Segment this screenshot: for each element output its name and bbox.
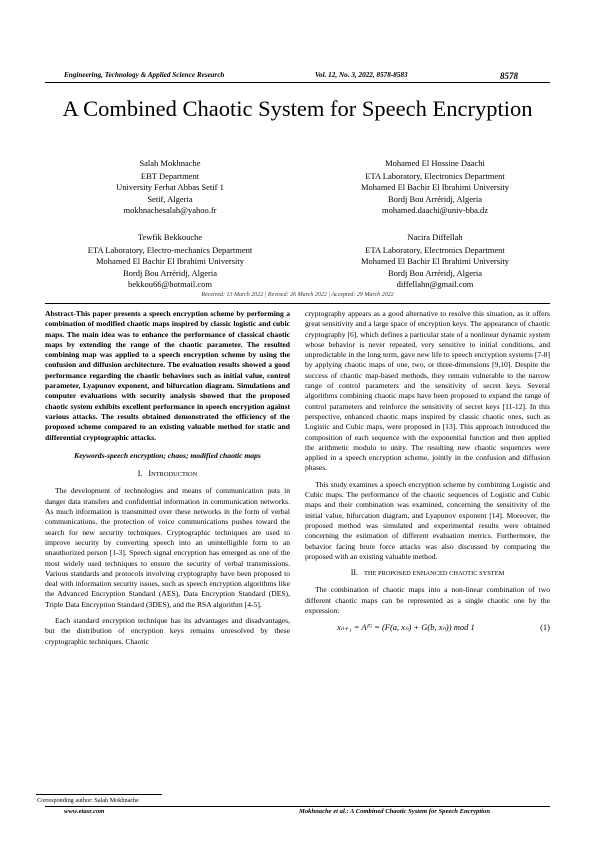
- author-name: Mohamed El Hossine Daachi: [385, 158, 485, 168]
- equation-number: (1): [540, 622, 550, 633]
- equation-1: [305, 622, 550, 636]
- section-title-rest: NTRODUCTION: [151, 471, 198, 479]
- author-affiliation: ETA Laboratory, Electronics Department: [365, 171, 505, 182]
- author-affiliation: Mohamed El Bachir El Ibrahimi University: [95, 256, 244, 267]
- author-email: mohamed.daachi@univ-bba.dz: [381, 204, 488, 215]
- author-email: diffellahn@gmail.com: [396, 278, 474, 289]
- author-name: Tewfik Bekkouche: [137, 232, 203, 242]
- submission-dates: Received: 13 March 2022 | Revised: 26 March 2022 | Accepted: 29 March 2022: [201, 292, 394, 298]
- section-heading-introduction: [45, 469, 290, 480]
- section-number: II.: [350, 568, 359, 578]
- section-number: I.: [137, 469, 143, 479]
- author-affiliation: Bordj Bou Arréridj, Algeria: [388, 193, 482, 204]
- author-block-2: [325, 158, 545, 216]
- author-name: Salah Mokhnache: [139, 158, 201, 168]
- author-affiliation: Setif, Algeria: [147, 193, 193, 204]
- abstract: Abstract-This paper presents a speech encryption scheme by performing a combination of modified chaotic maps inspired by classic logistic and cubic maps. The main idea was to enhance the performance of classical chaotic maps by extending the range of the chaotic parameter. The resulted combining map was applied to a speech encryption scheme by using the confusion and diffusion architecture. The evaluation results showed a good performance regarding the chaotic behaviors such as initial value, control parameter, Lyapunov exponent, and bifurcation diagram. Simulations and computer evaluations with security analysis showed that the proposed chaotic system exhibits excellent performance in speech encryption against various attacks. The results obtained demonstrated the efficiency of the proposed scheme compared to an existing valuable method for static and differential cryptographic attacks.: [45, 309, 290, 442]
- section-title-initial: I: [148, 469, 152, 479]
- author-email: bekkou66@hotmail.com: [127, 278, 213, 289]
- section-title: THE PROPOSED ENHANCED CHAOTIC SYSTEM: [364, 570, 505, 578]
- author-affiliation: Bordj Bou Arréridj, Algeria: [123, 267, 217, 278]
- body-paragraph-2: This study examines a speech encryption scheme by combining Logistic and Cubic maps. The performance of the chaotic sequences of Logistic and Cubic maps and their combination was examined, concerning the sensitivity of the initial value, bifurcation diagram, and Lyapunov exponent [14]. Moreover, the proposed method was simulated and experimental results were obtained concerning the estimation of different evaluation metrics. Furthermore, the behavior facing brute force attacks was also discussed by comparing the proposed with an existing valuable method.: [305, 479, 550, 561]
- author-name: Nacira Diffellah: [407, 232, 463, 242]
- footer-rule: [45, 806, 550, 807]
- corresponding-author: Corresponding author: Salah Mokhnache: [37, 797, 139, 804]
- author-email: mokhnachesalah@yahoo.fr: [123, 204, 217, 215]
- left-column: [45, 309, 290, 653]
- body-paragraph-3: The combination of chaotic maps into a non-linear combination of two different chaotic maps can be represented as a single chaotic one by the expression:: [305, 585, 550, 616]
- journal-name: Engineering, Technology & Applied Science Research: [64, 71, 225, 79]
- author-block-4: [325, 232, 545, 290]
- right-column: [305, 309, 550, 640]
- intro-paragraph-2: Each standard encryption technique has its advantages and disadvantages, but the distribution of encryption keys remains unresolved by these cryptographic techniques. Chaotic: [45, 616, 290, 646]
- footer-website: www.etasr.com: [64, 808, 105, 815]
- equation-expression: xₙ₊₁ = Aᶠᴳ = (F(a, xₙ) + G(b, xₙ)) mod 1: [337, 622, 475, 633]
- footnote-rule: [36, 794, 162, 795]
- author-affiliation: EBT Department: [140, 171, 200, 182]
- intro-paragraph-1: The development of technologies and means of communication puts in danger data transfers and confidential information in communication networks. As much information is transmitted over these networks in the form of verbal communications, the protection of voice communications pushes toward the search for new security techniques. Cryptographic techniques are used to improve security by converting speech into an unintelligible form to an unauthorized person [1-3]. Speech signal encryption has emerged as one of the most widely used techniques to ensure the security of verbal transmissions. Various standards and protocols involving cryptography have been proposed to deal with information security issues, such as speech encryption algorithms like the Advanced Encryption Standard (AES), Data Encryption Standard (DES), Triple Data Encryption Standard (3DES), and the RSA algorithm [4-5].: [45, 486, 290, 609]
- footer-citation: Mokhnache et al.: A Combined Chaotic System for Speech Encryption: [299, 808, 490, 815]
- author-affiliation: Mohamed El Bachir El Ibrahimi University: [360, 182, 509, 193]
- section-heading-proposed: [305, 568, 550, 579]
- author-affiliation: Bordj Bou Arréridj, Algeria: [388, 267, 482, 278]
- author-affiliation: ETA Laboratory, Electronics Department: [365, 245, 505, 256]
- volume-info: Vol. 12, No. 3, 2022, 8578-8583: [315, 71, 408, 79]
- keywords: Keywords-speech encryption; chaos; modified chaotic maps: [74, 450, 261, 460]
- author-affiliation: Mohamed El Bachir El Ibrahimi University: [360, 256, 509, 267]
- author-affiliation: University Ferhat Abbas Setif 1: [116, 182, 224, 193]
- author-block-3: [45, 232, 295, 290]
- dates-rule: [45, 303, 550, 304]
- page-number: 8578: [500, 71, 518, 81]
- author-block-1: [60, 158, 280, 216]
- body-paragraph-1: cryptography appears as a good alternative to resolve this situation, as it offers great sensitivity and a large space of encryption keys. The appearance of chaotic cryptography [6], which defines a particular state of a nonlinear dynamic system whose behavior is never repeated, very sensitive to initial conditions, and unpredictable in the long term, gave new life to speech encryption systems [7-8] by applying chaotic maps of one, two, or three-dimensions [9,10]. Despite the success of chaotic map-based methods, they remain vulnerable to the narrow range of control parameters and the sensitivity of secret keys. Several algorithms combining chaotic maps have been proposed to expand the range of control parameters and reinforce the sensitivity of secret keys [11-12]. In this perspective, enhanced chaotic maps inspired by classic chaotic ones, such as Logistic and Cubic maps, were proposed in [13]. This approach introduced the composition of each sequence with the exponential function and then applied the arithmetic modulo to unity. The resulting new chaotic sequences were applied in a speech encryption scheme, jointly in the confusion and diffusion phases.: [305, 309, 550, 473]
- paper-title: A Combined Chaotic System for Speech Encryption: [62, 96, 533, 121]
- author-affiliation: ETA Laboratory, Electro-mechanics Department: [87, 245, 253, 256]
- header-rule: [45, 82, 550, 83]
